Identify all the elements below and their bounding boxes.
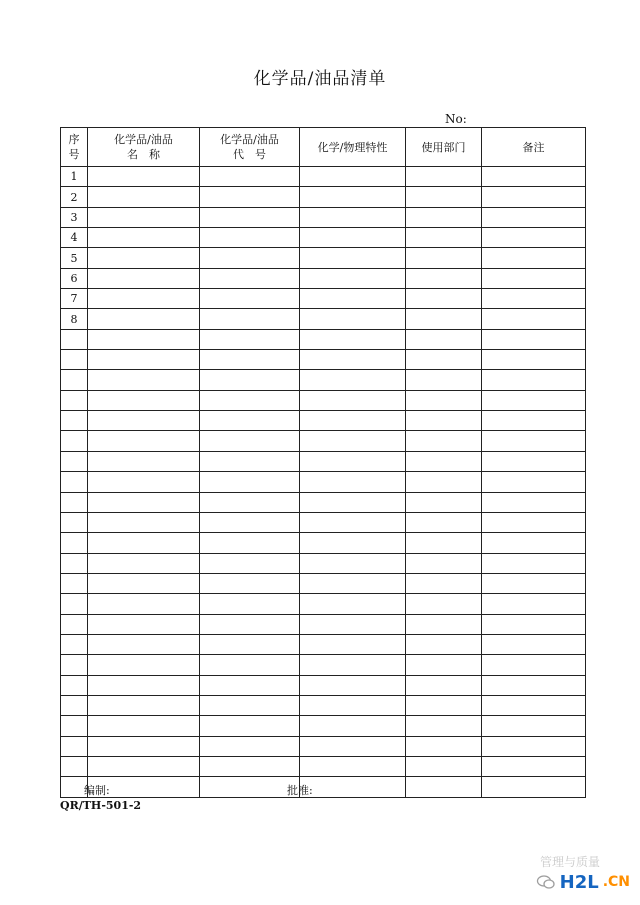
cell-remarks[interactable] bbox=[482, 248, 586, 268]
header-name-line1: 化学品/油品 bbox=[114, 133, 173, 146]
cell-name[interactable] bbox=[88, 594, 200, 614]
cell-seq[interactable] bbox=[61, 431, 88, 451]
cell-department[interactable] bbox=[406, 634, 482, 654]
cell-name[interactable] bbox=[88, 655, 200, 675]
cell-seq[interactable] bbox=[61, 370, 88, 390]
cell-properties[interactable] bbox=[300, 329, 406, 349]
cell-properties[interactable] bbox=[300, 512, 406, 532]
cell-name[interactable] bbox=[88, 268, 200, 288]
header-seq-line1: 序 bbox=[68, 133, 80, 146]
cell-department[interactable] bbox=[406, 655, 482, 675]
table-row bbox=[61, 756, 586, 776]
cell-properties[interactable] bbox=[300, 187, 406, 207]
cell-code[interactable] bbox=[200, 431, 300, 451]
cell-code[interactable] bbox=[200, 655, 300, 675]
cell-properties[interactable] bbox=[300, 573, 406, 593]
cell-remarks[interactable] bbox=[482, 634, 586, 654]
cell-remarks[interactable] bbox=[482, 207, 586, 227]
cell-code[interactable] bbox=[200, 716, 300, 736]
header-code-line2: 代 号 bbox=[233, 148, 266, 161]
cell-seq[interactable] bbox=[61, 451, 88, 471]
header-name-line2: 名 称 bbox=[127, 148, 160, 161]
cell-code[interactable] bbox=[200, 472, 300, 492]
header-seq-line2: 号 bbox=[68, 148, 80, 161]
cell-remarks[interactable] bbox=[482, 553, 586, 573]
table-row bbox=[61, 248, 586, 268]
cell-properties[interactable] bbox=[300, 472, 406, 492]
cell-code[interactable] bbox=[200, 268, 300, 288]
cell-properties[interactable] bbox=[300, 411, 406, 431]
table-row bbox=[61, 289, 586, 309]
cell-name[interactable] bbox=[88, 756, 200, 776]
cell-name[interactable] bbox=[88, 167, 200, 187]
cell-remarks[interactable] bbox=[482, 736, 586, 756]
cell-department[interactable] bbox=[406, 451, 482, 471]
watermark-ghost-text: 管理与质量 bbox=[539, 855, 600, 869]
cell-seq[interactable]: 6 bbox=[61, 268, 88, 288]
cell-seq[interactable] bbox=[61, 695, 88, 715]
table-row bbox=[61, 655, 586, 675]
cell-properties[interactable] bbox=[300, 370, 406, 390]
table-row bbox=[61, 695, 586, 715]
header-name bbox=[88, 128, 200, 167]
cell-properties[interactable] bbox=[300, 451, 406, 471]
header-seq bbox=[61, 128, 88, 167]
cell-name[interactable] bbox=[88, 573, 200, 593]
cell-properties[interactable] bbox=[300, 350, 406, 370]
cell-department[interactable] bbox=[406, 248, 482, 268]
cell-name[interactable] bbox=[88, 451, 200, 471]
cell-name[interactable] bbox=[88, 675, 200, 695]
cell-properties[interactable] bbox=[300, 553, 406, 573]
table-row bbox=[61, 350, 586, 370]
cell-department[interactable] bbox=[406, 756, 482, 776]
cell-code[interactable] bbox=[200, 350, 300, 370]
table-row bbox=[61, 431, 586, 451]
cell-department[interactable] bbox=[406, 350, 482, 370]
cell-code[interactable] bbox=[200, 187, 300, 207]
header-remarks: 备注 bbox=[482, 128, 586, 167]
cell-seq[interactable]: 3 bbox=[61, 207, 88, 227]
cell-name[interactable] bbox=[88, 370, 200, 390]
cell-remarks[interactable] bbox=[482, 451, 586, 471]
cell-code[interactable] bbox=[200, 248, 300, 268]
prepared-by-label: 编制: bbox=[84, 784, 110, 797]
cell-code[interactable] bbox=[200, 390, 300, 410]
cell-remarks[interactable] bbox=[482, 512, 586, 532]
cell-properties[interactable] bbox=[300, 736, 406, 756]
cell-name[interactable] bbox=[88, 472, 200, 492]
cell-remarks[interactable] bbox=[482, 431, 586, 451]
cell-remarks[interactable] bbox=[482, 268, 586, 288]
form-code: QR/TH-501-2 bbox=[60, 799, 142, 812]
cell-properties[interactable] bbox=[300, 634, 406, 654]
cell-seq[interactable]: 7 bbox=[61, 289, 88, 309]
cell-department[interactable] bbox=[406, 472, 482, 492]
cell-seq[interactable] bbox=[61, 512, 88, 532]
cell-remarks[interactable] bbox=[482, 716, 586, 736]
cell-department[interactable] bbox=[406, 716, 482, 736]
cell-department[interactable] bbox=[406, 309, 482, 329]
table-row bbox=[61, 553, 586, 573]
cell-code[interactable] bbox=[200, 553, 300, 573]
cell-department[interactable] bbox=[406, 675, 482, 695]
cell-name[interactable] bbox=[88, 329, 200, 349]
cell-properties[interactable] bbox=[300, 777, 406, 797]
cell-code[interactable] bbox=[200, 492, 300, 512]
cell-code[interactable] bbox=[200, 777, 300, 797]
cell-seq[interactable] bbox=[61, 492, 88, 512]
cell-remarks[interactable] bbox=[482, 370, 586, 390]
cell-properties[interactable] bbox=[300, 533, 406, 553]
cell-remarks[interactable] bbox=[482, 329, 586, 349]
cell-name[interactable] bbox=[88, 736, 200, 756]
cell-remarks[interactable] bbox=[482, 695, 586, 715]
chemical-list-table bbox=[60, 127, 586, 798]
cell-name[interactable] bbox=[88, 289, 200, 309]
cell-department[interactable] bbox=[406, 167, 482, 187]
cell-seq[interactable] bbox=[61, 614, 88, 634]
table-row bbox=[61, 634, 586, 654]
cell-properties[interactable] bbox=[300, 492, 406, 512]
cell-seq[interactable] bbox=[61, 756, 88, 776]
cell-name[interactable] bbox=[88, 533, 200, 553]
cell-code[interactable] bbox=[200, 634, 300, 654]
cell-seq[interactable] bbox=[61, 350, 88, 370]
cell-seq[interactable] bbox=[61, 594, 88, 614]
cell-seq[interactable] bbox=[61, 329, 88, 349]
cell-name[interactable] bbox=[88, 248, 200, 268]
cell-department[interactable] bbox=[406, 207, 482, 227]
cell-code[interactable] bbox=[200, 451, 300, 471]
cell-remarks[interactable] bbox=[482, 675, 586, 695]
cell-remarks[interactable] bbox=[482, 289, 586, 309]
cell-remarks[interactable] bbox=[482, 390, 586, 410]
cell-name[interactable] bbox=[88, 553, 200, 573]
cell-seq[interactable] bbox=[61, 390, 88, 410]
cell-seq[interactable]: 2 bbox=[61, 187, 88, 207]
cell-department[interactable] bbox=[406, 614, 482, 634]
cell-remarks[interactable] bbox=[482, 655, 586, 675]
table-row bbox=[61, 451, 586, 471]
table-row bbox=[61, 716, 586, 736]
header-properties: 化学/物理特性 bbox=[300, 128, 406, 167]
cell-properties[interactable] bbox=[300, 716, 406, 736]
table-row bbox=[61, 329, 586, 349]
cell-department[interactable] bbox=[406, 370, 482, 390]
cell-department[interactable] bbox=[406, 268, 482, 288]
cell-code[interactable] bbox=[200, 289, 300, 309]
table-row bbox=[61, 411, 586, 431]
header-code bbox=[200, 128, 300, 167]
cell-name[interactable] bbox=[88, 309, 200, 329]
wechat-icon bbox=[536, 872, 556, 892]
cell-code[interactable] bbox=[200, 614, 300, 634]
cell-remarks[interactable] bbox=[482, 756, 586, 776]
cell-properties[interactable] bbox=[300, 228, 406, 248]
cell-seq[interactable] bbox=[61, 716, 88, 736]
cell-properties[interactable] bbox=[300, 390, 406, 410]
watermark-domain-suffix: .CN bbox=[602, 874, 630, 890]
cell-department[interactable] bbox=[406, 411, 482, 431]
watermark-brand: H2L bbox=[559, 871, 599, 893]
cell-code[interactable] bbox=[200, 533, 300, 553]
cell-code[interactable] bbox=[200, 167, 300, 187]
cell-code[interactable] bbox=[200, 736, 300, 756]
cell-seq[interactable] bbox=[61, 655, 88, 675]
table-row bbox=[61, 675, 586, 695]
table-row bbox=[61, 512, 586, 532]
table-row bbox=[61, 533, 586, 553]
table-body bbox=[61, 167, 586, 798]
cell-code[interactable] bbox=[200, 675, 300, 695]
cell-name[interactable] bbox=[88, 350, 200, 370]
cell-remarks[interactable] bbox=[482, 228, 586, 248]
cell-name[interactable] bbox=[88, 207, 200, 227]
cell-seq[interactable] bbox=[61, 736, 88, 756]
cell-remarks[interactable] bbox=[482, 573, 586, 593]
table-header-row bbox=[61, 128, 586, 167]
document-title: 化学品/油品清单 bbox=[253, 69, 387, 89]
cell-remarks[interactable] bbox=[482, 533, 586, 553]
cell-properties[interactable] bbox=[300, 207, 406, 227]
cell-code[interactable] bbox=[200, 370, 300, 390]
cell-department[interactable] bbox=[406, 594, 482, 614]
cell-seq[interactable]: 1 bbox=[61, 167, 88, 187]
cell-seq[interactable] bbox=[61, 634, 88, 654]
site-watermark bbox=[510, 855, 630, 897]
table-row bbox=[61, 777, 586, 797]
cell-name[interactable] bbox=[88, 716, 200, 736]
cell-code[interactable] bbox=[200, 228, 300, 248]
cell-department[interactable] bbox=[406, 573, 482, 593]
cell-name[interactable] bbox=[88, 512, 200, 532]
cell-name[interactable] bbox=[88, 411, 200, 431]
cell-code[interactable] bbox=[200, 756, 300, 776]
cell-code[interactable] bbox=[200, 411, 300, 431]
cell-department[interactable] bbox=[406, 492, 482, 512]
table-row bbox=[61, 228, 586, 248]
cell-department[interactable] bbox=[406, 289, 482, 309]
cell-remarks[interactable] bbox=[482, 492, 586, 512]
cell-name[interactable] bbox=[88, 695, 200, 715]
table-row bbox=[61, 390, 586, 410]
cell-name[interactable] bbox=[88, 634, 200, 654]
cell-name[interactable] bbox=[88, 228, 200, 248]
table-row bbox=[61, 370, 586, 390]
cell-properties[interactable] bbox=[300, 675, 406, 695]
cell-department[interactable] bbox=[406, 777, 482, 797]
table-row bbox=[61, 207, 586, 227]
cell-remarks[interactable] bbox=[482, 187, 586, 207]
cell-remarks[interactable] bbox=[482, 594, 586, 614]
cell-seq[interactable] bbox=[61, 573, 88, 593]
cell-properties[interactable] bbox=[300, 756, 406, 776]
table-row bbox=[61, 268, 586, 288]
table-row bbox=[61, 309, 586, 329]
table-row bbox=[61, 167, 586, 187]
header-department: 使用部门 bbox=[406, 128, 482, 167]
cell-properties[interactable] bbox=[300, 268, 406, 288]
cell-properties[interactable] bbox=[300, 167, 406, 187]
cell-properties[interactable] bbox=[300, 594, 406, 614]
cell-seq[interactable] bbox=[61, 472, 88, 492]
cell-remarks[interactable] bbox=[482, 167, 586, 187]
cell-properties[interactable] bbox=[300, 248, 406, 268]
cell-code[interactable] bbox=[200, 695, 300, 715]
cell-name[interactable] bbox=[88, 187, 200, 207]
cell-department[interactable] bbox=[406, 187, 482, 207]
cell-properties[interactable] bbox=[300, 614, 406, 634]
cell-properties[interactable] bbox=[300, 309, 406, 329]
cell-name[interactable] bbox=[88, 431, 200, 451]
cell-department[interactable] bbox=[406, 695, 482, 715]
cell-name[interactable] bbox=[88, 614, 200, 634]
header-code-line1: 化学品/油品 bbox=[220, 133, 279, 146]
cell-properties[interactable] bbox=[300, 695, 406, 715]
document-number-label: No: bbox=[445, 112, 467, 126]
cell-department[interactable] bbox=[406, 431, 482, 451]
cell-remarks[interactable] bbox=[482, 472, 586, 492]
cell-remarks[interactable] bbox=[482, 777, 586, 797]
table-row bbox=[61, 614, 586, 634]
approved-by-label: 批准: bbox=[287, 784, 313, 797]
cell-department[interactable] bbox=[406, 329, 482, 349]
cell-properties[interactable] bbox=[300, 655, 406, 675]
cell-code[interactable] bbox=[200, 329, 300, 349]
cell-properties[interactable] bbox=[300, 431, 406, 451]
cell-remarks[interactable] bbox=[482, 350, 586, 370]
cell-seq[interactable] bbox=[61, 533, 88, 553]
cell-seq[interactable]: 8 bbox=[61, 309, 88, 329]
cell-seq[interactable]: 4 bbox=[61, 228, 88, 248]
cell-code[interactable] bbox=[200, 207, 300, 227]
cell-department[interactable] bbox=[406, 390, 482, 410]
cell-remarks[interactable] bbox=[482, 309, 586, 329]
cell-name[interactable] bbox=[88, 492, 200, 512]
cell-code[interactable] bbox=[200, 512, 300, 532]
table-row bbox=[61, 492, 586, 512]
cell-department[interactable] bbox=[406, 736, 482, 756]
cell-department[interactable] bbox=[406, 228, 482, 248]
cell-seq[interactable] bbox=[61, 411, 88, 431]
cell-department[interactable] bbox=[406, 553, 482, 573]
cell-name[interactable] bbox=[88, 390, 200, 410]
cell-seq[interactable] bbox=[61, 675, 88, 695]
cell-department[interactable] bbox=[406, 533, 482, 553]
table-row bbox=[61, 573, 586, 593]
cell-remarks[interactable] bbox=[482, 614, 586, 634]
table-row bbox=[61, 594, 586, 614]
cell-code[interactable] bbox=[200, 573, 300, 593]
table-row bbox=[61, 187, 586, 207]
cell-code[interactable] bbox=[200, 309, 300, 329]
cell-seq[interactable]: 5 bbox=[61, 248, 88, 268]
cell-seq[interactable] bbox=[61, 553, 88, 573]
cell-remarks[interactable] bbox=[482, 411, 586, 431]
cell-properties[interactable] bbox=[300, 289, 406, 309]
cell-department[interactable] bbox=[406, 512, 482, 532]
table-row bbox=[61, 736, 586, 756]
table-row bbox=[61, 472, 586, 492]
cell-code[interactable] bbox=[200, 594, 300, 614]
